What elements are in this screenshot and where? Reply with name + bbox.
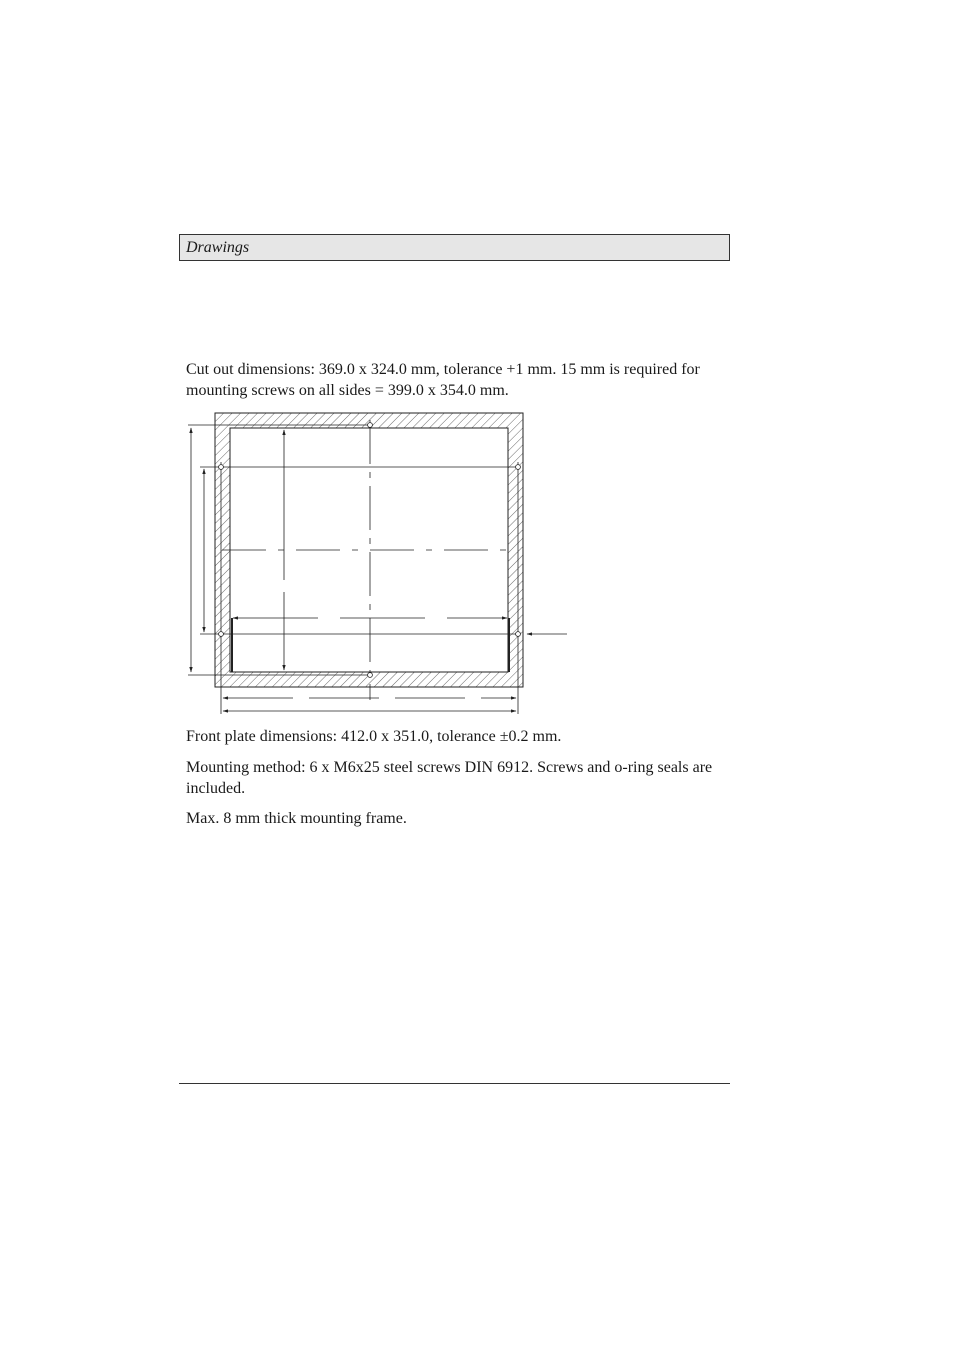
mounting-method-text: Mounting method: 6 x M6x25 steel screws DIN 6912. Screws and o-ring seals are included. [186, 759, 713, 797]
mounting-frame-text: Max. 8 mm thick mounting frame. [186, 810, 407, 827]
section-header [179, 234, 730, 261]
centerlines [222, 420, 518, 700]
screw-hole-lines [188, 425, 520, 714]
front-plate-text: Front plate dimensions: 412.0 x 351.0, tolerance ±0.2 mm. [186, 728, 562, 745]
cutout-drawing [180, 405, 580, 720]
panel-outline [232, 618, 509, 672]
footer-rule [179, 1083, 730, 1084]
section-title: Drawings [186, 239, 250, 256]
cutout-dimensions-text: Cut out dimensions: 369.0 x 324.0 mm, tolerance +1 mm. 15 mm is required for mounting screws on all sides = 399.0 x 354.0 mm. [186, 361, 700, 399]
